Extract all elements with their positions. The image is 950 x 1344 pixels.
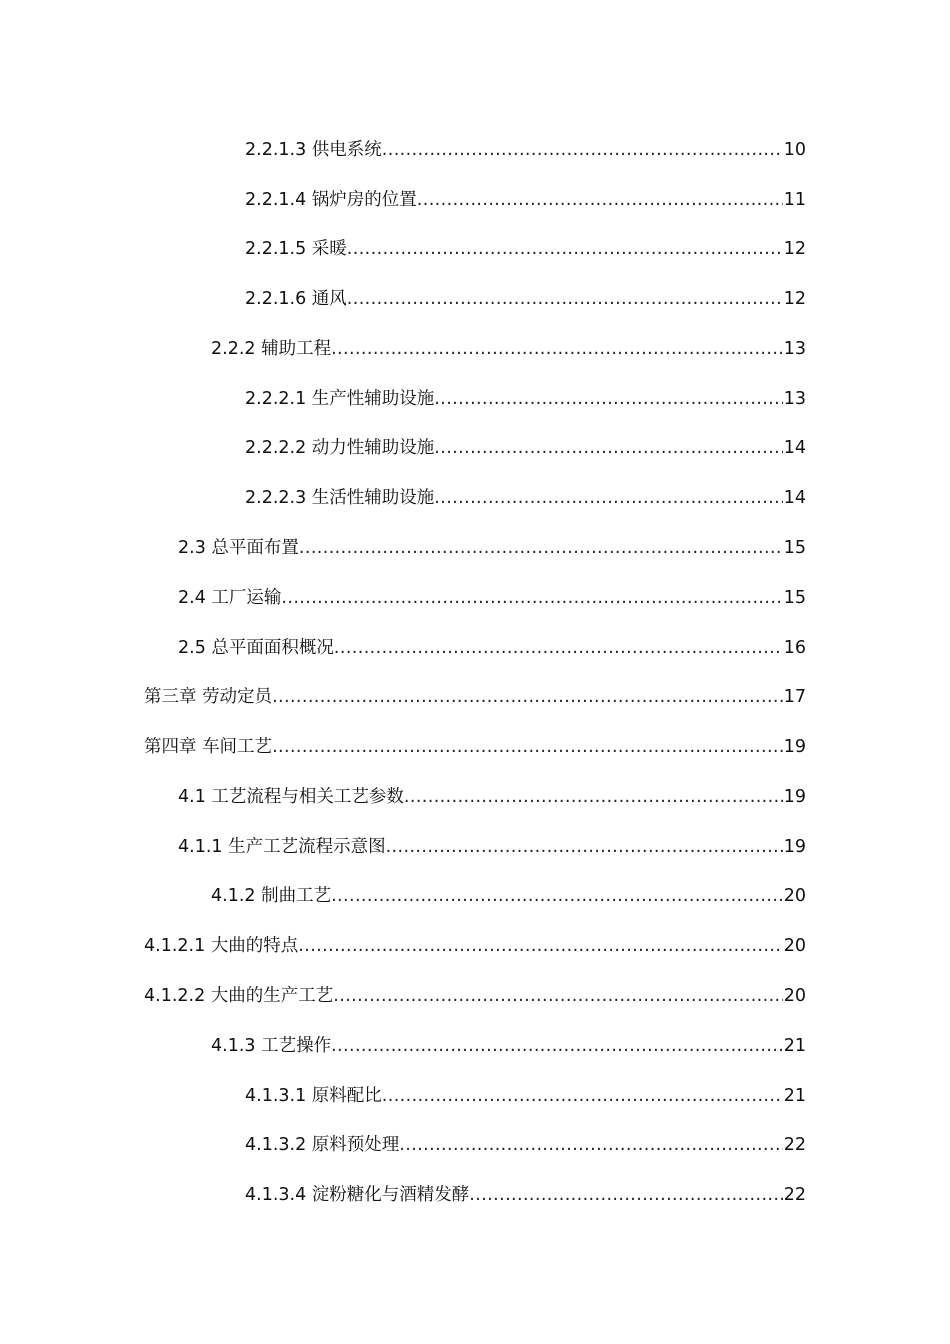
toc-entry-title: 2.2.2.2 动力性辅助设施 — [245, 438, 435, 458]
dot-leader — [281, 584, 782, 612]
toc-page-number: 21 — [783, 1086, 806, 1106]
dot-leader — [298, 932, 782, 960]
toc-entry[interactable] — [178, 783, 806, 811]
toc-entry-title: 4.1.2.2 大曲的生产工艺 — [144, 986, 334, 1006]
toc-entry-title: 4.1.3 工艺操作 — [211, 1036, 332, 1056]
dot-leader — [434, 434, 782, 462]
toc-page-number: 19 — [783, 737, 806, 757]
toc-entry-title: 4.1.3.1 原料配比 — [245, 1086, 382, 1106]
toc-page-number: 14 — [783, 438, 806, 458]
toc-entry-title: 2.2.1.3 供电系统 — [245, 140, 382, 160]
toc-entry[interactable] — [245, 235, 806, 263]
toc-entry-title: 第四章 车间工艺 — [144, 737, 273, 757]
toc-entry-title: 4.1.2.1 大曲的特点 — [144, 936, 299, 956]
toc-entry[interactable] — [245, 1181, 806, 1209]
dot-leader — [347, 285, 783, 313]
dot-leader — [417, 186, 783, 214]
toc-entry[interactable] — [245, 136, 806, 164]
toc-entry[interactable] — [245, 186, 806, 214]
dot-leader — [331, 882, 783, 910]
toc-page-number: 13 — [783, 339, 806, 359]
toc-entry-title: 2.2.1.5 采暖 — [245, 239, 347, 259]
toc-page-number: 14 — [783, 488, 806, 508]
toc-page-number: 19 — [783, 787, 806, 807]
toc-page-number: 10 — [783, 140, 806, 160]
dot-leader — [334, 634, 783, 662]
toc-entry[interactable] — [211, 335, 806, 363]
toc-entry[interactable] — [144, 683, 806, 711]
toc-entry-title: 2.2.2.1 生产性辅助设施 — [245, 389, 435, 409]
toc-page-number: 12 — [783, 289, 806, 309]
toc-page-number: 12 — [783, 239, 806, 259]
dot-leader — [382, 1082, 783, 1110]
toc-entry[interactable] — [178, 634, 806, 662]
toc-page-number: 17 — [783, 687, 806, 707]
dot-leader — [399, 1131, 782, 1159]
toc-entry-title: 2.3 总平面布置 — [178, 538, 299, 558]
toc-page-number: 20 — [783, 986, 806, 1006]
toc-page-number: 22 — [783, 1185, 806, 1205]
toc-page-number: 21 — [783, 1036, 806, 1056]
toc-page-number: 13 — [783, 389, 806, 409]
toc-entry[interactable] — [211, 882, 806, 910]
toc-page-number: 16 — [783, 638, 806, 658]
toc-entry-title: 4.1.1 生产工艺流程示意图 — [178, 837, 386, 857]
dot-leader — [434, 385, 782, 413]
toc-entry[interactable] — [211, 1032, 806, 1060]
toc-entry-title: 2.5 总平面面积概况 — [178, 638, 334, 658]
dot-leader — [386, 833, 783, 861]
toc-page-number: 22 — [783, 1135, 806, 1155]
dot-leader — [382, 136, 783, 164]
toc-entry-title: 4.1.3.2 原料预处理 — [245, 1135, 400, 1155]
dot-leader — [434, 484, 782, 512]
toc-entry[interactable] — [144, 733, 806, 761]
toc-entry[interactable] — [178, 534, 806, 562]
toc-entry-title: 4.1 工艺流程与相关工艺参数 — [178, 787, 404, 807]
dot-leader — [404, 783, 783, 811]
toc-page-number: 15 — [783, 588, 806, 608]
toc-page-number: 20 — [783, 936, 806, 956]
toc-entry[interactable] — [178, 833, 806, 861]
toc-entry-title: 2.2.2.3 生活性辅助设施 — [245, 488, 435, 508]
toc-entry[interactable] — [144, 982, 806, 1010]
toc-page-number: 20 — [783, 886, 806, 906]
dot-leader — [347, 235, 783, 263]
toc-entry-title: 4.1.3.4 淀粉糖化与酒精发酵 — [245, 1185, 470, 1205]
dot-leader — [333, 982, 782, 1010]
toc-entry[interactable] — [245, 385, 806, 413]
toc-entry-title: 2.2.2 辅助工程 — [211, 339, 332, 359]
dot-leader — [272, 683, 783, 711]
toc-entry[interactable] — [245, 285, 806, 313]
toc-entry-title: 2.4 工厂运输 — [178, 588, 282, 608]
toc-page-number: 19 — [783, 837, 806, 857]
dot-leader — [299, 534, 783, 562]
dot-leader — [272, 733, 783, 761]
dot-leader — [331, 1032, 783, 1060]
dot-leader — [331, 335, 783, 363]
toc-entry[interactable] — [178, 584, 806, 612]
toc-entry-title: 第三章 劳动定员 — [144, 687, 273, 707]
toc-page-number: 11 — [783, 190, 806, 210]
toc-entry-title: 2.2.1.4 锅炉房的位置 — [245, 190, 417, 210]
toc-entry[interactable] — [245, 434, 806, 462]
toc-entry[interactable] — [245, 1082, 806, 1110]
toc-entry-title: 4.1.2 制曲工艺 — [211, 886, 332, 906]
toc-entry[interactable] — [144, 932, 806, 960]
toc-entry-title: 2.2.1.6 通风 — [245, 289, 347, 309]
dot-leader — [469, 1181, 782, 1209]
toc-page-number: 15 — [783, 538, 806, 558]
toc-entry[interactable] — [245, 1131, 806, 1159]
toc-entry[interactable] — [245, 484, 806, 512]
